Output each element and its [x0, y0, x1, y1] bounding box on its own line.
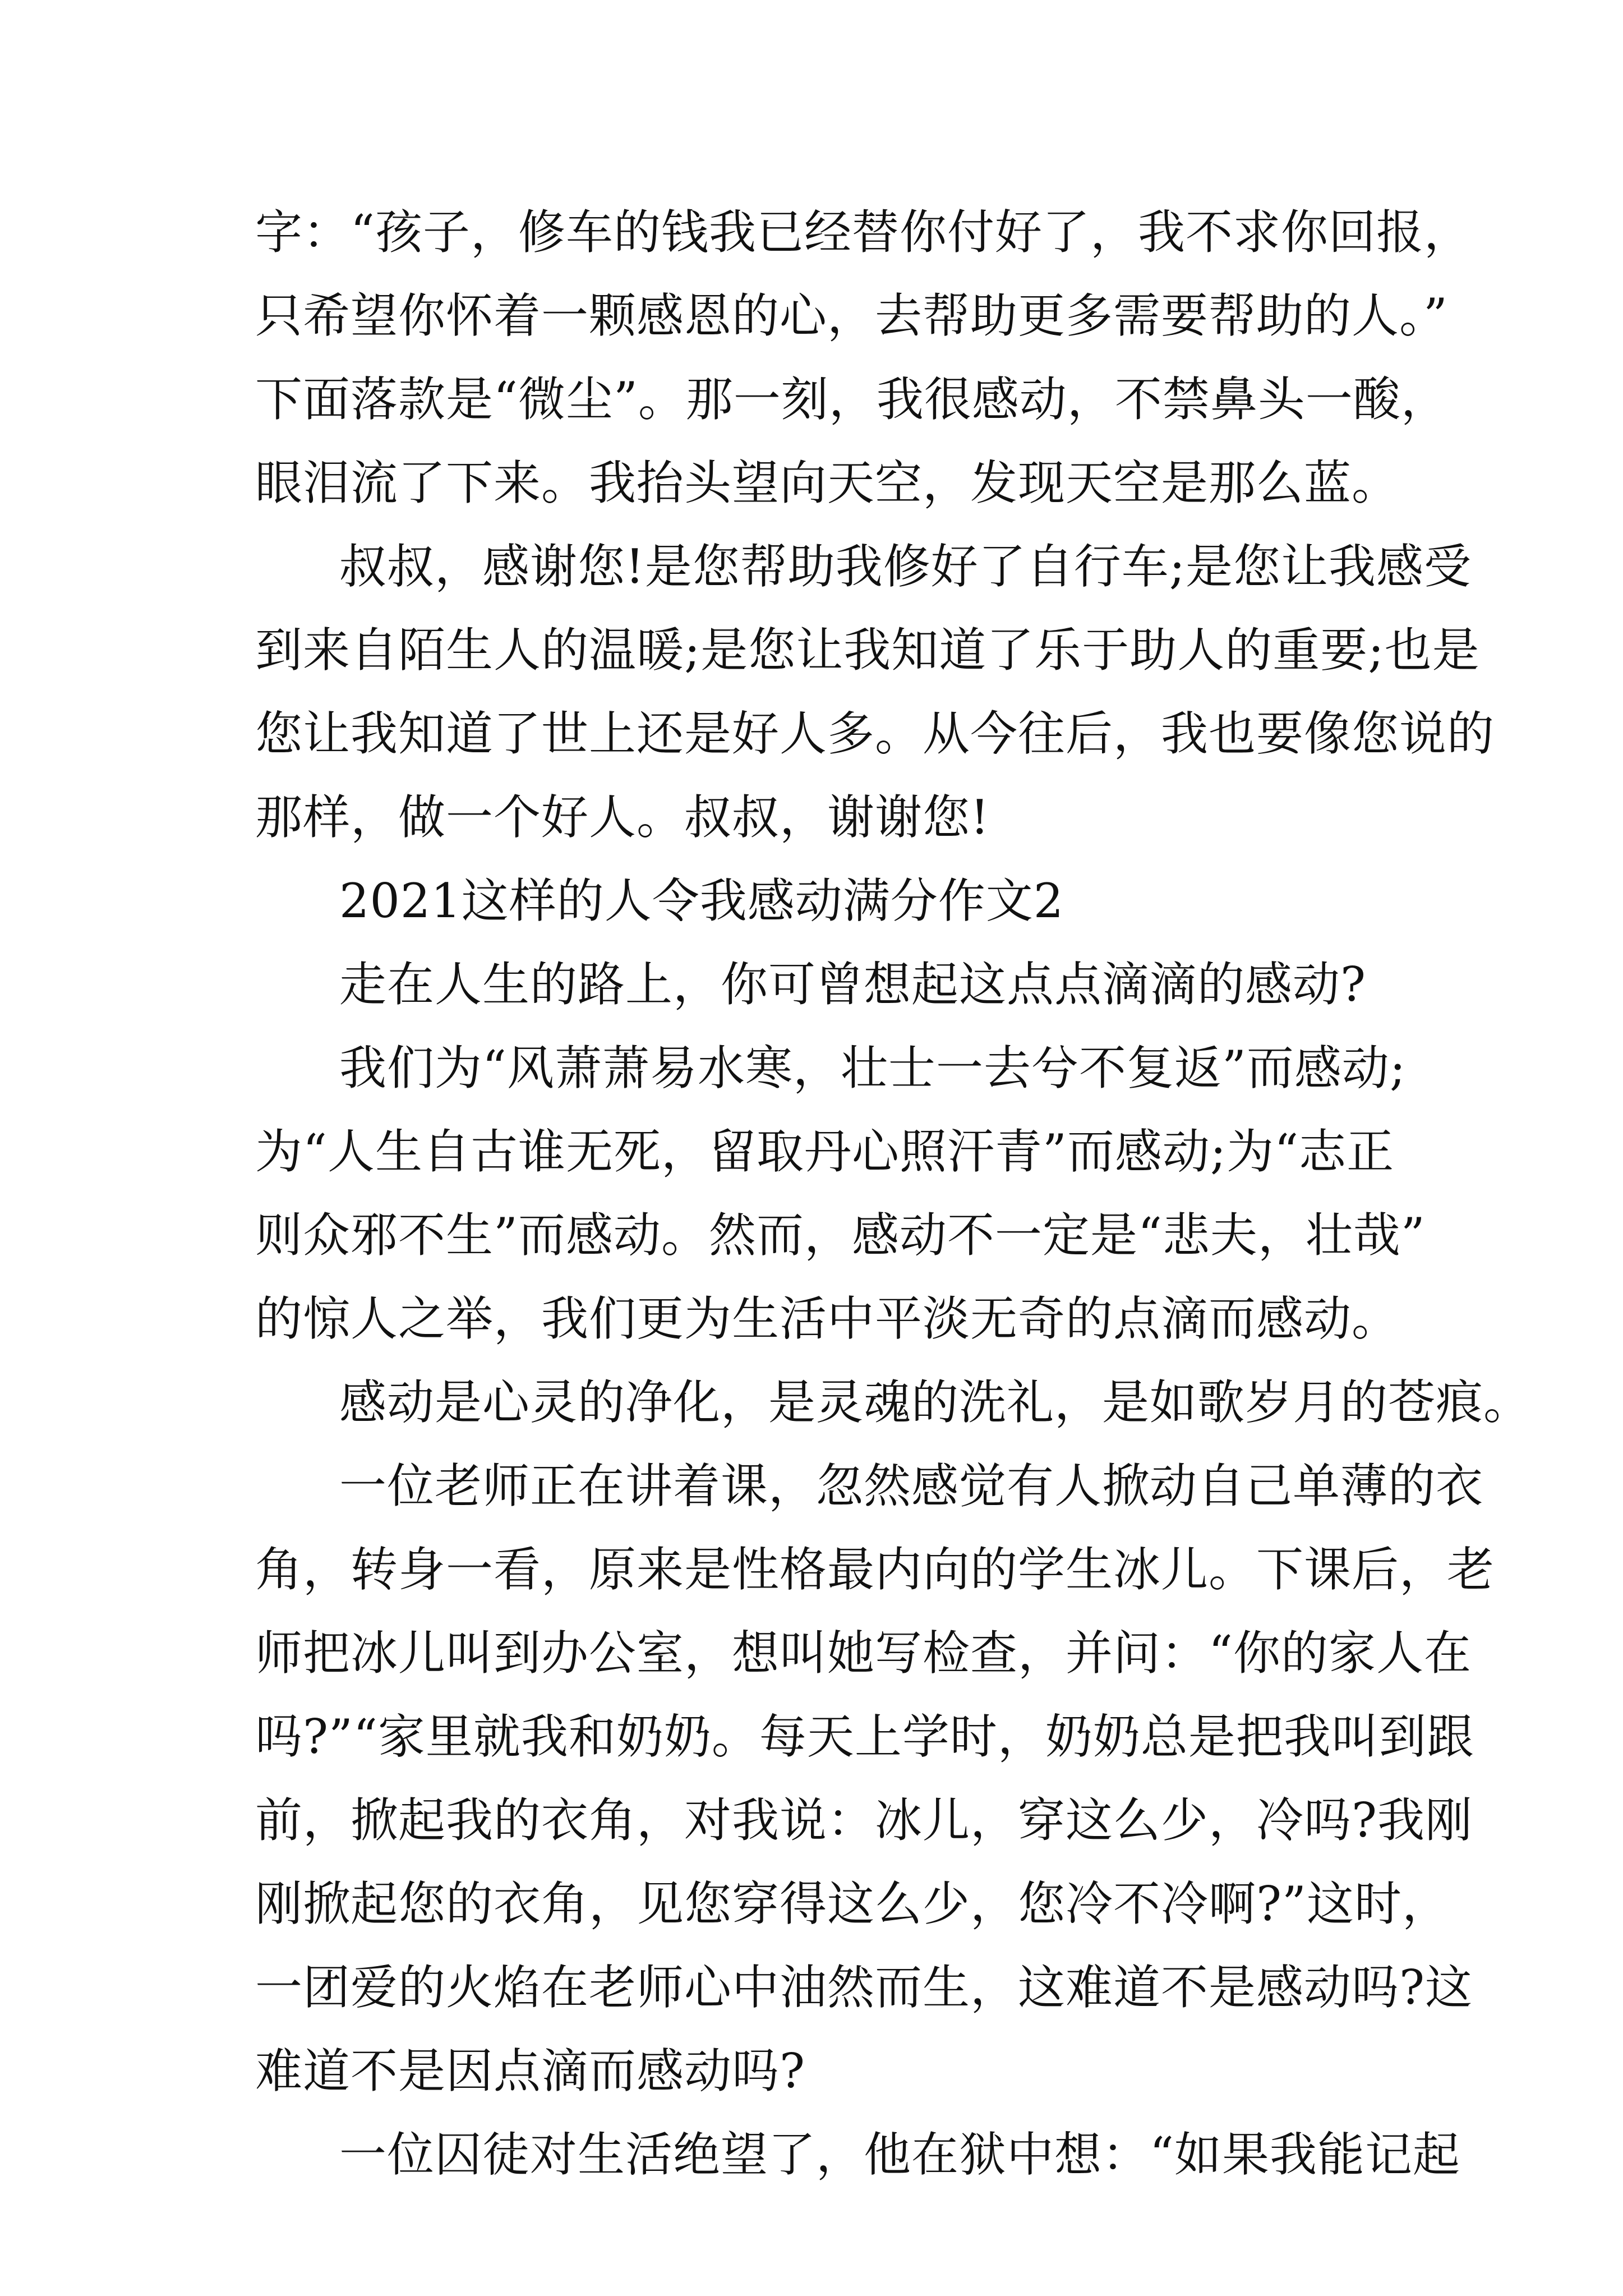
- text-line: 您让我知道了世上还是好人多。从今往后，我也要像您说的: [255, 706, 1495, 761]
- document-body: [255, 191, 1532, 2197]
- text-line: 那样，做一个好人。叔叔，谢谢您!: [255, 790, 990, 845]
- text-line: 刚掀起您的衣角，见您穿得这么少，您冷不冷啊?”这时，: [255, 1876, 1450, 1931]
- text-line: 走在人生的路上，你可曾想起这点点滴滴的感动?: [339, 957, 1367, 1012]
- text-line: 吗?”“家里就我和奶奶。每天上学时，奶奶总是把我叫到跟: [255, 1709, 1474, 1764]
- text-line: 师把冰儿叫到办公室，想叫她写检查，并问：“你的家人在: [255, 1626, 1472, 1681]
- text-line: 2021这样的人令我感动满分作文2: [339, 873, 1064, 928]
- text-line: 到来自陌生人的温暖;是您让我知道了乐于助人的重要;也是: [255, 623, 1480, 678]
- text-line: 为“人生自古谁无死，留取丹心照汗青”而感动;为“志正: [255, 1124, 1395, 1179]
- text-line: 我们为“风萧萧易水寒，壮士一去兮不复返”而感动;: [339, 1041, 1407, 1096]
- text-line: 前，掀起我的衣角，对我说：冰儿，穿这么少，冷吗?我刚: [255, 1793, 1473, 1848]
- text-line: 一团爱的火焰在老师心中油然而生，这难道不是感动吗?这: [255, 1960, 1473, 2015]
- text-line: 则众邪不生”而感动。然而，感动不一定是“悲夫，壮哉”: [255, 1208, 1426, 1263]
- text-line: 难道不是因点滴而感动吗?: [255, 2044, 806, 2099]
- text-line: 眼泪流了下来。我抬头望向天空，发现天空是那么蓝。: [255, 455, 1400, 510]
- text-line: 一位老师正在讲着课，忽然感觉有人掀动自己单薄的衣: [339, 1458, 1484, 1513]
- text-line: 一位囚徒对生活绝望了，他在狱中想：“如果我能记起: [339, 2127, 1460, 2182]
- text-line: 只希望你怀着一颗感恩的心，去帮助更多需要帮助的人。”: [255, 288, 1448, 343]
- text-line: 字：“孩子，修车的钱我已经替你付好了，我不求你回报，: [255, 205, 1472, 260]
- text-line: 下面落款是“微尘”。那一刻，我很感动，不禁鼻头一酸，: [255, 372, 1449, 427]
- text-line: 感动是心灵的净化，是灵魂的洗礼，是如歌岁月的苍痕。: [339, 1375, 1532, 1430]
- text-line: 叔叔，感谢您!是您帮助我修好了自行车;是您让我感受: [339, 539, 1472, 594]
- text-line: 角，转身一看，原来是性格最内向的学生冰儿。下课后，老: [255, 1542, 1495, 1597]
- text-line: 的惊人之举，我们更为生活中平淡无奇的点滴而感动。: [255, 1291, 1400, 1346]
